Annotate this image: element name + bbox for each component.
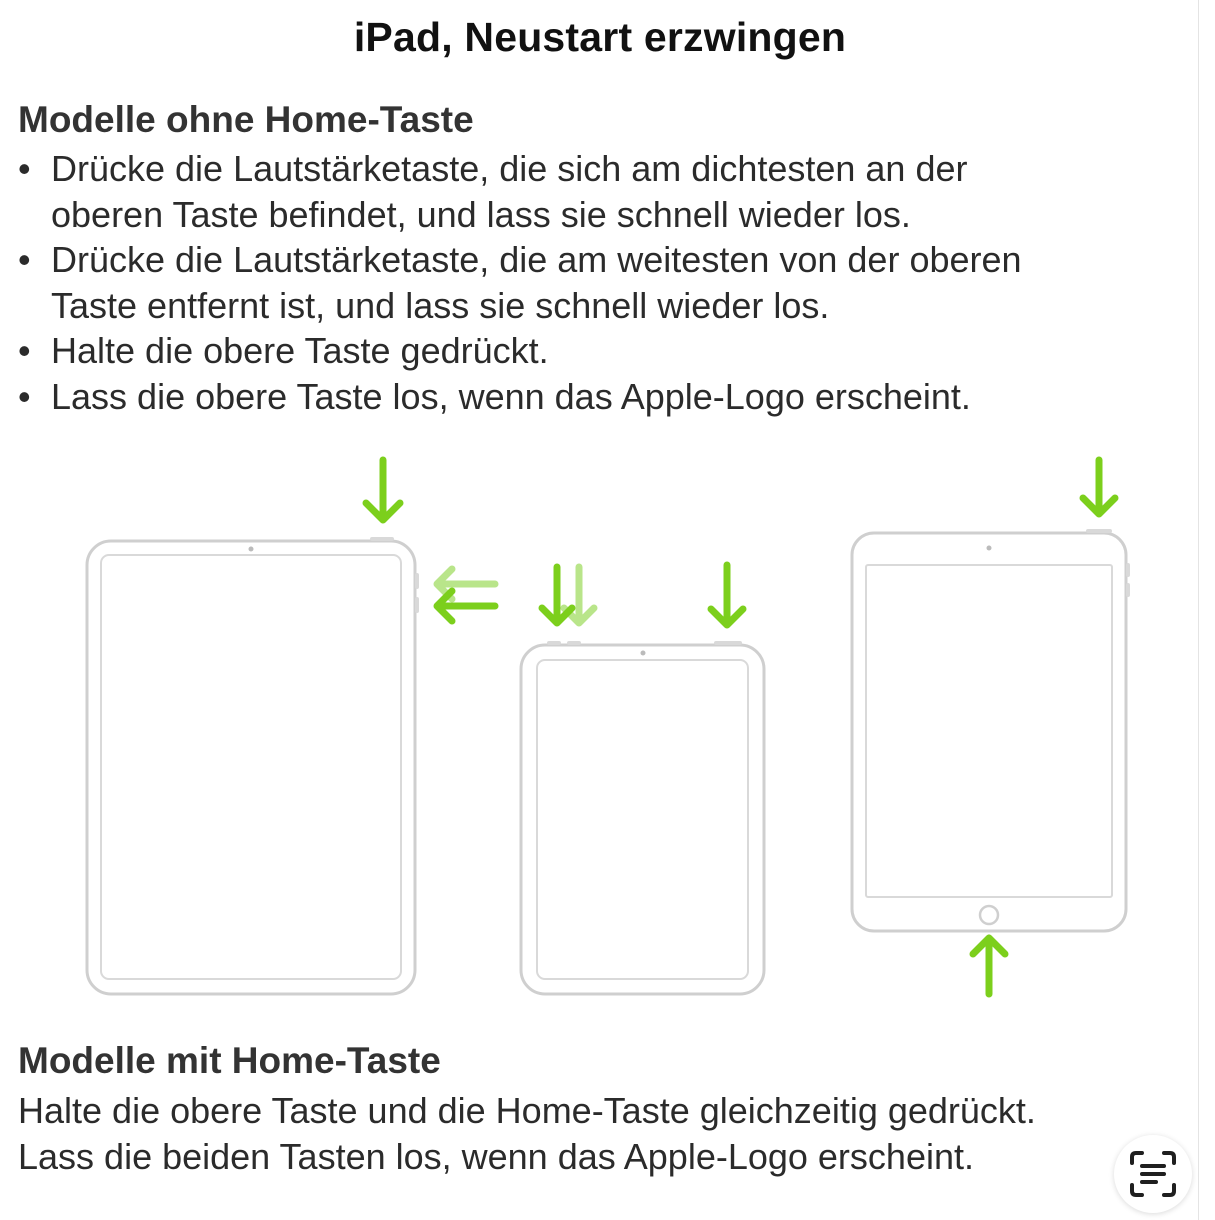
step-text-line: oberen Taste befindet, und lass sie schnell wieder los. bbox=[51, 193, 911, 235]
step-text-line: Lass die obere Taste los, wenn das Apple-Logo erscheint. bbox=[51, 375, 971, 417]
step-item bbox=[18, 237, 1168, 328]
steps-list bbox=[18, 146, 1168, 419]
step-text-line: Halte die obere Taste gedrückt. bbox=[51, 330, 549, 371]
ipad-mini-no-home-device bbox=[521, 641, 764, 994]
step-text-line: Taste entfernt ist, und lass sie schnell wieder los. bbox=[51, 284, 830, 326]
instruction-line: Halte die obere Taste und die Home-Taste gleichzeitig gedrückt. bbox=[18, 1090, 1036, 1131]
step-text-line: Drücke die Lautstärketaste, die am weitesten von der oberen bbox=[51, 239, 1022, 280]
step-item bbox=[18, 146, 1168, 237]
heading-models-without-home-button: Modelle ohne Home-Taste bbox=[18, 99, 474, 140]
ipad-with-home-button-device bbox=[852, 529, 1130, 931]
step-text-line: Drücke die Lautstärketaste, die sich am dichtesten an der bbox=[51, 148, 968, 189]
arrow-down-icon bbox=[1083, 460, 1115, 514]
home-button bbox=[980, 906, 998, 924]
ipad-button-illustration bbox=[0, 440, 1200, 1010]
arrow-down-icon bbox=[711, 565, 743, 625]
step-item bbox=[18, 328, 1168, 374]
live-text-scan-icon bbox=[1127, 1148, 1179, 1200]
arrow-down-icon bbox=[542, 567, 572, 623]
ipad-large-no-home-device bbox=[87, 537, 419, 994]
heading-models-with-home-button: Modelle mit Home-Taste bbox=[18, 1040, 441, 1081]
live-text-scan-button[interactable] bbox=[1114, 1135, 1192, 1213]
bullet-icon: • bbox=[18, 239, 31, 280]
arrow-up-icon bbox=[973, 938, 1005, 994]
instruction-line: Lass die beiden Tasten los, wenn das Apple-Logo erscheint. bbox=[18, 1136, 974, 1177]
bullet-icon: • bbox=[18, 375, 31, 417]
arrow-down-icon bbox=[366, 460, 400, 520]
arrow-left-icon bbox=[437, 591, 495, 621]
step-item bbox=[18, 374, 1168, 420]
bullet-icon: • bbox=[18, 330, 31, 371]
bullet-icon: • bbox=[18, 148, 31, 189]
page-title: iPad, Neustart erzwingen bbox=[353, 14, 847, 60]
home-button-instructions bbox=[18, 1088, 1168, 1180]
